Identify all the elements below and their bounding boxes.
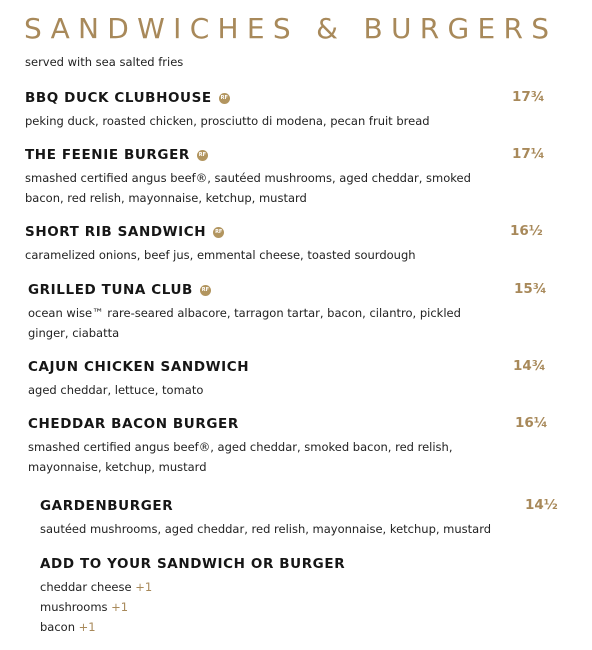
- description-line: smashed certified angus beef®, aged cheddar, smoked bacon, red relish,: [28, 440, 453, 454]
- item-price: 17¼: [512, 146, 545, 162]
- description-line: bacon, red relish, mayonnaise, ketchup, mustard: [25, 191, 307, 205]
- description-line: aged cheddar, lettuce, tomato: [28, 383, 204, 397]
- addon-item: [40, 617, 560, 637]
- item-price: 17¾: [512, 89, 545, 105]
- menu-item: [25, 223, 545, 265]
- item-name: THE FEENIE BURGER: [25, 147, 190, 163]
- item-description: [40, 519, 560, 539]
- menu-item: [25, 146, 545, 208]
- addon-name: mushrooms: [40, 600, 108, 614]
- addons-list: [40, 577, 560, 637]
- item-description: [28, 437, 548, 477]
- item-description: [25, 245, 545, 265]
- item-name: BBQ DUCK CLUBHOUSE: [25, 90, 212, 106]
- menu-item: [28, 281, 548, 343]
- item-name: GRILLED TUNA CLUB: [28, 282, 193, 298]
- rf-badge-icon: RF: [197, 150, 208, 161]
- addon-price: +1: [78, 620, 96, 634]
- section-subtitle: served with sea salted fries: [25, 55, 184, 69]
- item-price: 16¼: [515, 415, 548, 431]
- addon-item: [40, 577, 560, 597]
- menu-item: [25, 89, 545, 131]
- rf-badge-icon: RF: [219, 93, 230, 104]
- rf-badge-icon: RF: [213, 227, 224, 238]
- section-title: SANDWICHES & BURGERS: [24, 12, 558, 45]
- description-line: caramelized onions, beef jus, emmental cheese, toasted sourdough: [25, 248, 416, 262]
- item-description: [28, 380, 548, 400]
- item-description: [28, 303, 548, 343]
- menu-item: [28, 358, 548, 400]
- description-line: smashed certified angus beef®, sautéed mushrooms, aged cheddar, smoked: [25, 171, 471, 185]
- item-name: CHEDDAR BACON BURGER: [28, 416, 239, 432]
- item-price: 15¾: [514, 281, 547, 297]
- item-description: [25, 168, 545, 208]
- description-line: ginger, ciabatta: [28, 326, 120, 340]
- rf-badge-icon: RF: [200, 285, 211, 296]
- item-price: 14¾: [513, 358, 546, 374]
- addon-price: +1: [135, 580, 153, 594]
- item-price: 16½: [510, 223, 543, 239]
- menu-item: [40, 497, 560, 539]
- addon-name: bacon: [40, 620, 75, 634]
- description-line: peking duck, roasted chicken, prosciutto di modena, pecan fruit bread: [25, 114, 430, 128]
- item-name: GARDENBURGER: [40, 498, 174, 514]
- item-description: [25, 111, 545, 131]
- menu-item: [28, 415, 548, 477]
- addon-price: +1: [111, 600, 129, 614]
- description-line: sautéed mushrooms, aged cheddar, red relish, mayonnaise, ketchup, mustard: [40, 522, 492, 536]
- item-name: CAJUN CHICKEN SANDWICH: [28, 359, 250, 375]
- addon-item: [40, 597, 560, 617]
- addons-section: [40, 555, 560, 637]
- item-name: SHORT RIB SANDWICH: [25, 224, 207, 240]
- addon-name: cheddar cheese: [40, 580, 132, 594]
- addons-title: ADD TO YOUR SANDWICH OR BURGER: [40, 556, 346, 572]
- description-line: mayonnaise, ketchup, mustard: [28, 460, 207, 474]
- description-line: ocean wise™ rare-seared albacore, tarragon tartar, bacon, cilantro, pickled: [28, 306, 461, 320]
- item-price: 14½: [525, 497, 558, 513]
